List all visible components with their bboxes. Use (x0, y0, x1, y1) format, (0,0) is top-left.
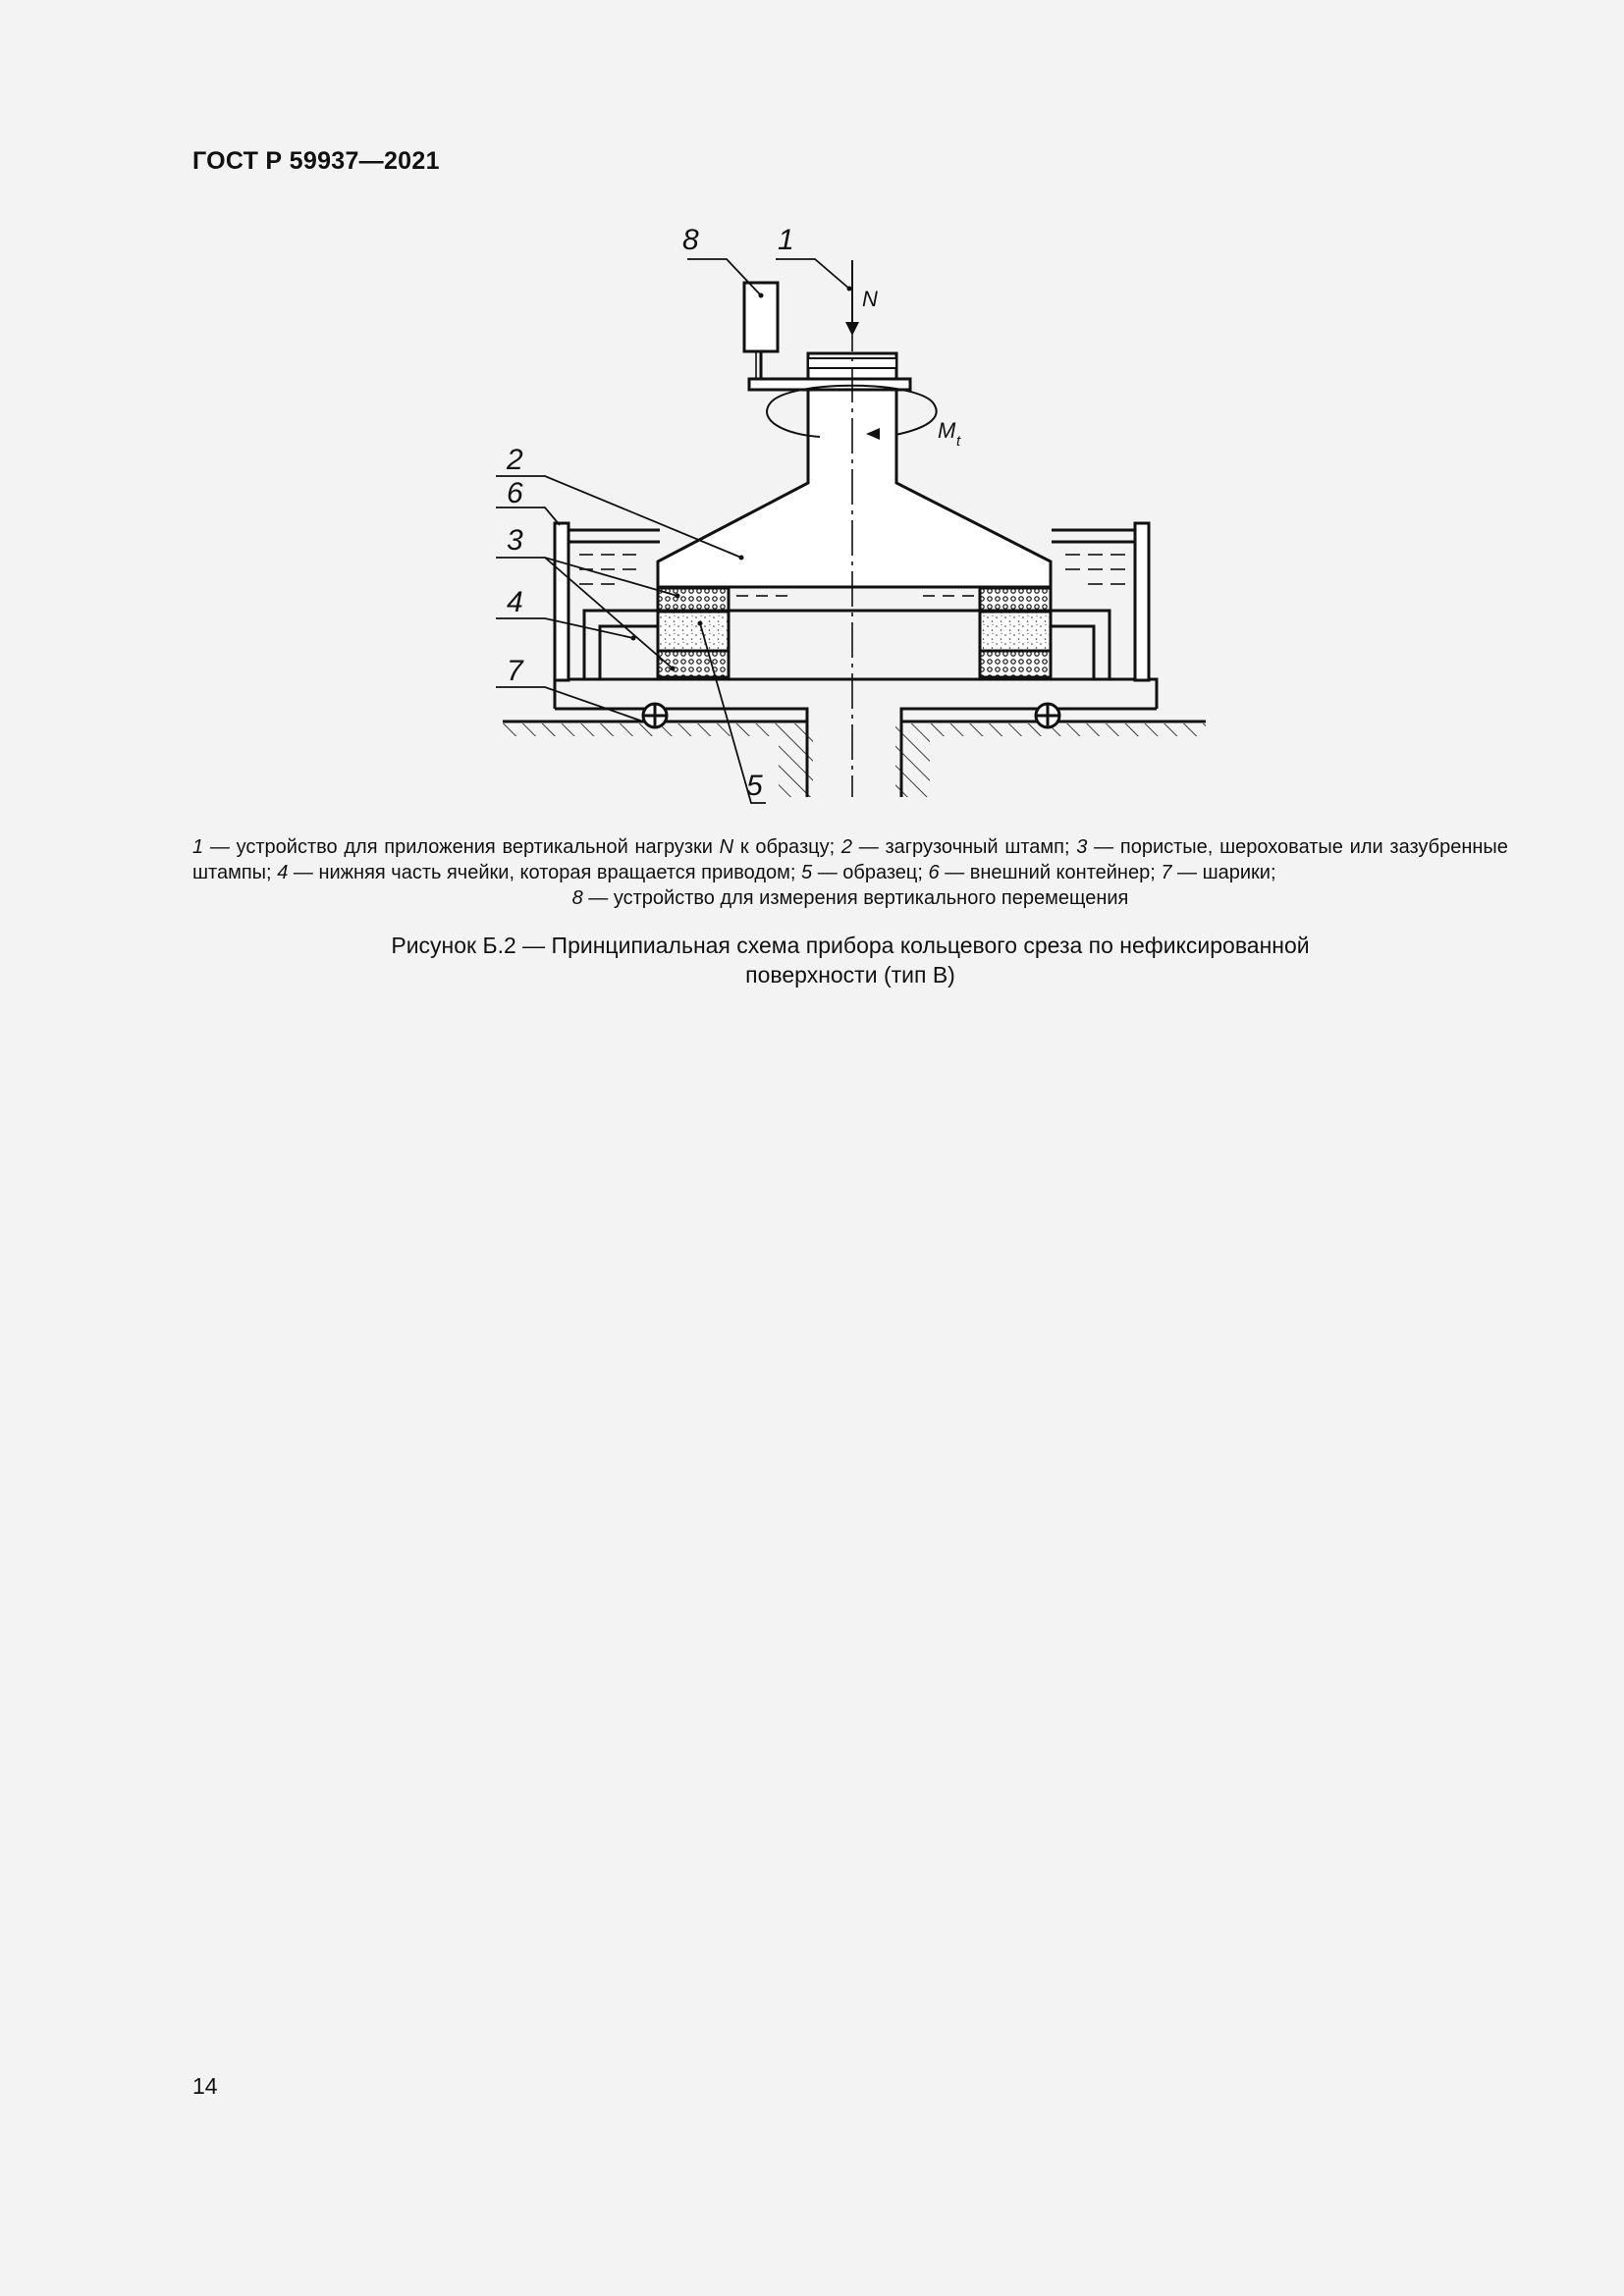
legend-text-1: устройство для приложения вертикальной нагрузки (236, 836, 713, 858)
legend-num-6: 6 (928, 862, 940, 883)
legend-num-1: 1 (192, 836, 204, 858)
caption-line-1: Рисунок Б.2 — Принципиальная схема прибора кольцевого среза по нефиксированной (391, 933, 1310, 958)
porous-stones-and-specimen (658, 588, 1051, 677)
caption-line-2: поверхности (тип В) (745, 962, 955, 988)
document-header: ГОСТ Р 59937—2021 (192, 147, 440, 175)
callout-4: 4 (507, 586, 523, 618)
ground-hatching (503, 723, 1206, 797)
callout-1: 1 (778, 226, 794, 256)
figure-caption (192, 931, 1508, 989)
legend-text-8: устройство для измерения вертикального перемещения (613, 887, 1129, 909)
legend-var-n: N (719, 836, 734, 858)
callout-5: 5 (746, 770, 763, 802)
callout-7: 7 (507, 655, 523, 687)
legend-text-3: пористые, шероховатые или зазубренные штампы; (192, 836, 1508, 883)
legend-num-8: 8 (571, 887, 583, 909)
callout-6: 6 (507, 477, 523, 509)
callout-2: 2 (507, 444, 523, 476)
page-number: 14 (192, 2073, 218, 2099)
legend-num-3: 3 (1076, 836, 1088, 858)
callout-8: 8 (682, 226, 699, 256)
moment-subscript: t (956, 433, 961, 450)
legend-text-5: образец; (842, 862, 923, 883)
callout-3: 3 (507, 524, 523, 557)
force-label: N (862, 287, 878, 311)
legend-num-4: 4 (277, 862, 289, 883)
legend-text-7: шарики; (1202, 862, 1276, 883)
legend-num-7: 7 (1161, 862, 1172, 883)
legend-text-4: нижняя часть ячейки, которая вращается приводом; (318, 862, 796, 883)
legend-text-2: загрузочный штамп; (885, 836, 1070, 858)
legend-num-5: 5 (801, 862, 813, 883)
figure-legend: 1 — устройство для приложения вертикальной нагрузки N к образцу; 2 — загрузочный штамп; 3 — пористые, шероховатые или зазубренные штампы; 4 — нижняя часть ячейки, которая вращается приводом; 5 — образец; 6 — внешний контейнер; 7 — шарики; 8 — устройство для измерения вертикального перемещения (192, 836, 1508, 909)
moment-label: M (938, 418, 956, 443)
legend-text-6: внешний контейнер; (969, 862, 1156, 883)
ring-shear-apparatus-diagram (491, 226, 1218, 805)
legend-num-2: 2 (840, 836, 852, 858)
legend-tail-1: к образцу; (739, 836, 836, 858)
